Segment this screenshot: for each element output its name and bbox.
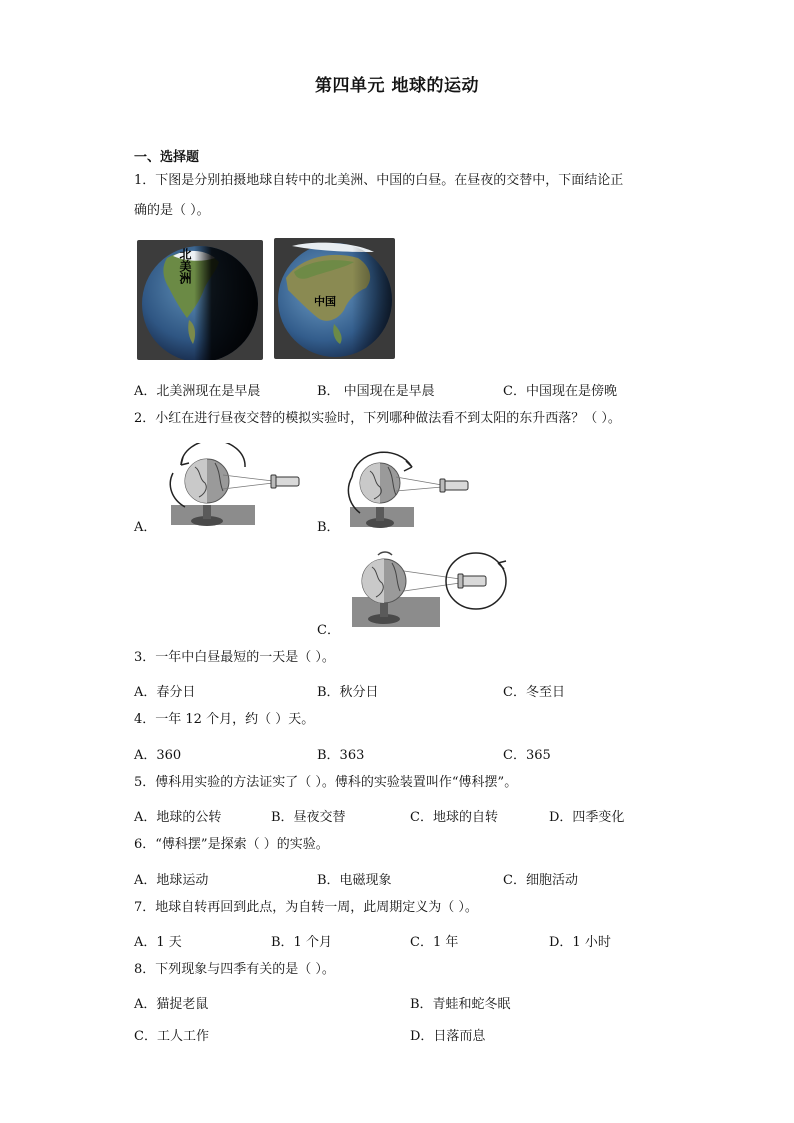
q2-option-a[interactable]: A． xyxy=(134,520,157,535)
q8-option-a[interactable]: A．猫捉老鼠 xyxy=(134,997,209,1012)
q8-option-d[interactable]: D．日落而息 xyxy=(410,1029,486,1044)
north-america-photo xyxy=(137,240,263,360)
north-america-label: 北美洲 xyxy=(178,248,192,284)
question-8: 8．下列现象与四季有关的是（ ）。 xyxy=(134,962,335,977)
q1-option-a[interactable]: A．北美洲现在是早晨 xyxy=(134,384,261,399)
q8-option-c[interactable]: C．工人工作 xyxy=(134,1029,209,1044)
china-label: 中国 xyxy=(314,295,336,308)
q8-option-b[interactable]: B．青蛙和蛇冬眠 xyxy=(410,997,511,1012)
q4-option-c[interactable]: C．365 xyxy=(503,748,551,763)
question-4: 4．一年 12 个月，约（ ）天。 xyxy=(134,712,315,727)
q4-option-a[interactable]: A．360 xyxy=(134,748,182,763)
q7-option-b[interactable]: B．1 个月 xyxy=(271,935,332,950)
china-photo xyxy=(274,238,395,359)
q6-option-b[interactable]: B．电磁现象 xyxy=(317,873,392,888)
q5-option-b[interactable]: B．昼夜交替 xyxy=(271,810,346,825)
q5-option-a[interactable]: A．地球的公转 xyxy=(134,810,222,825)
question-7: 7．地球自转再回到此点，为自转一周，此周期定义为（ ）。 xyxy=(134,900,478,915)
q2-option-b[interactable]: B． xyxy=(317,520,340,535)
q3-option-a[interactable]: A．春分日 xyxy=(134,685,196,700)
page-title: 第四单元 地球的运动 xyxy=(315,76,479,96)
q3-option-b[interactable]: B．秋分日 xyxy=(317,685,379,700)
q5-option-c[interactable]: C．地球的自转 xyxy=(410,810,498,825)
q3-option-c[interactable]: C．冬至日 xyxy=(503,685,565,700)
q2-option-c[interactable]: C． xyxy=(317,623,340,638)
q4-option-b[interactable]: B．363 xyxy=(317,748,365,763)
q1-option-c[interactable]: C．中国现在是傍晚 xyxy=(503,384,617,399)
q7-option-c[interactable]: C．1 年 xyxy=(410,935,459,950)
question-1-line-1: 1．下图是分别拍摄地球自转中的北美洲、中国的白昼。在昼夜的交替中，下面结论正 xyxy=(134,173,624,188)
question-1-line-2: 确的是（ ）。 xyxy=(134,203,210,218)
q2-figure-c xyxy=(348,547,510,631)
question-5: 5．傅科用实验的方法证实了（ ）。傅科的实验装置叫作“傅科摆”。 xyxy=(134,775,518,790)
q5-option-d[interactable]: D．四季变化 xyxy=(549,810,625,825)
section-heading: 一、选择题 xyxy=(134,150,200,165)
question-6: 6．“傅科摆”是探索（ ）的实验。 xyxy=(134,837,329,852)
q1-option-b[interactable]: B． 中国现在是早晨 xyxy=(317,384,435,399)
q6-option-c[interactable]: C．细胞活动 xyxy=(503,873,578,888)
question-2: 2．小红在进行昼夜交替的模拟实验时，下列哪种做法看不到太阳的东升西落？（ ）。 xyxy=(134,411,621,426)
q2-figure-b xyxy=(344,449,484,539)
q6-option-a[interactable]: A．地球运动 xyxy=(134,873,209,888)
q2-figure-a xyxy=(165,443,305,533)
q7-option-d[interactable]: D．1 小时 xyxy=(549,935,611,950)
question-3: 3．一年中白昼最短的一天是（ ）。 xyxy=(134,650,335,665)
q7-option-a[interactable]: A．1 天 xyxy=(134,935,182,950)
